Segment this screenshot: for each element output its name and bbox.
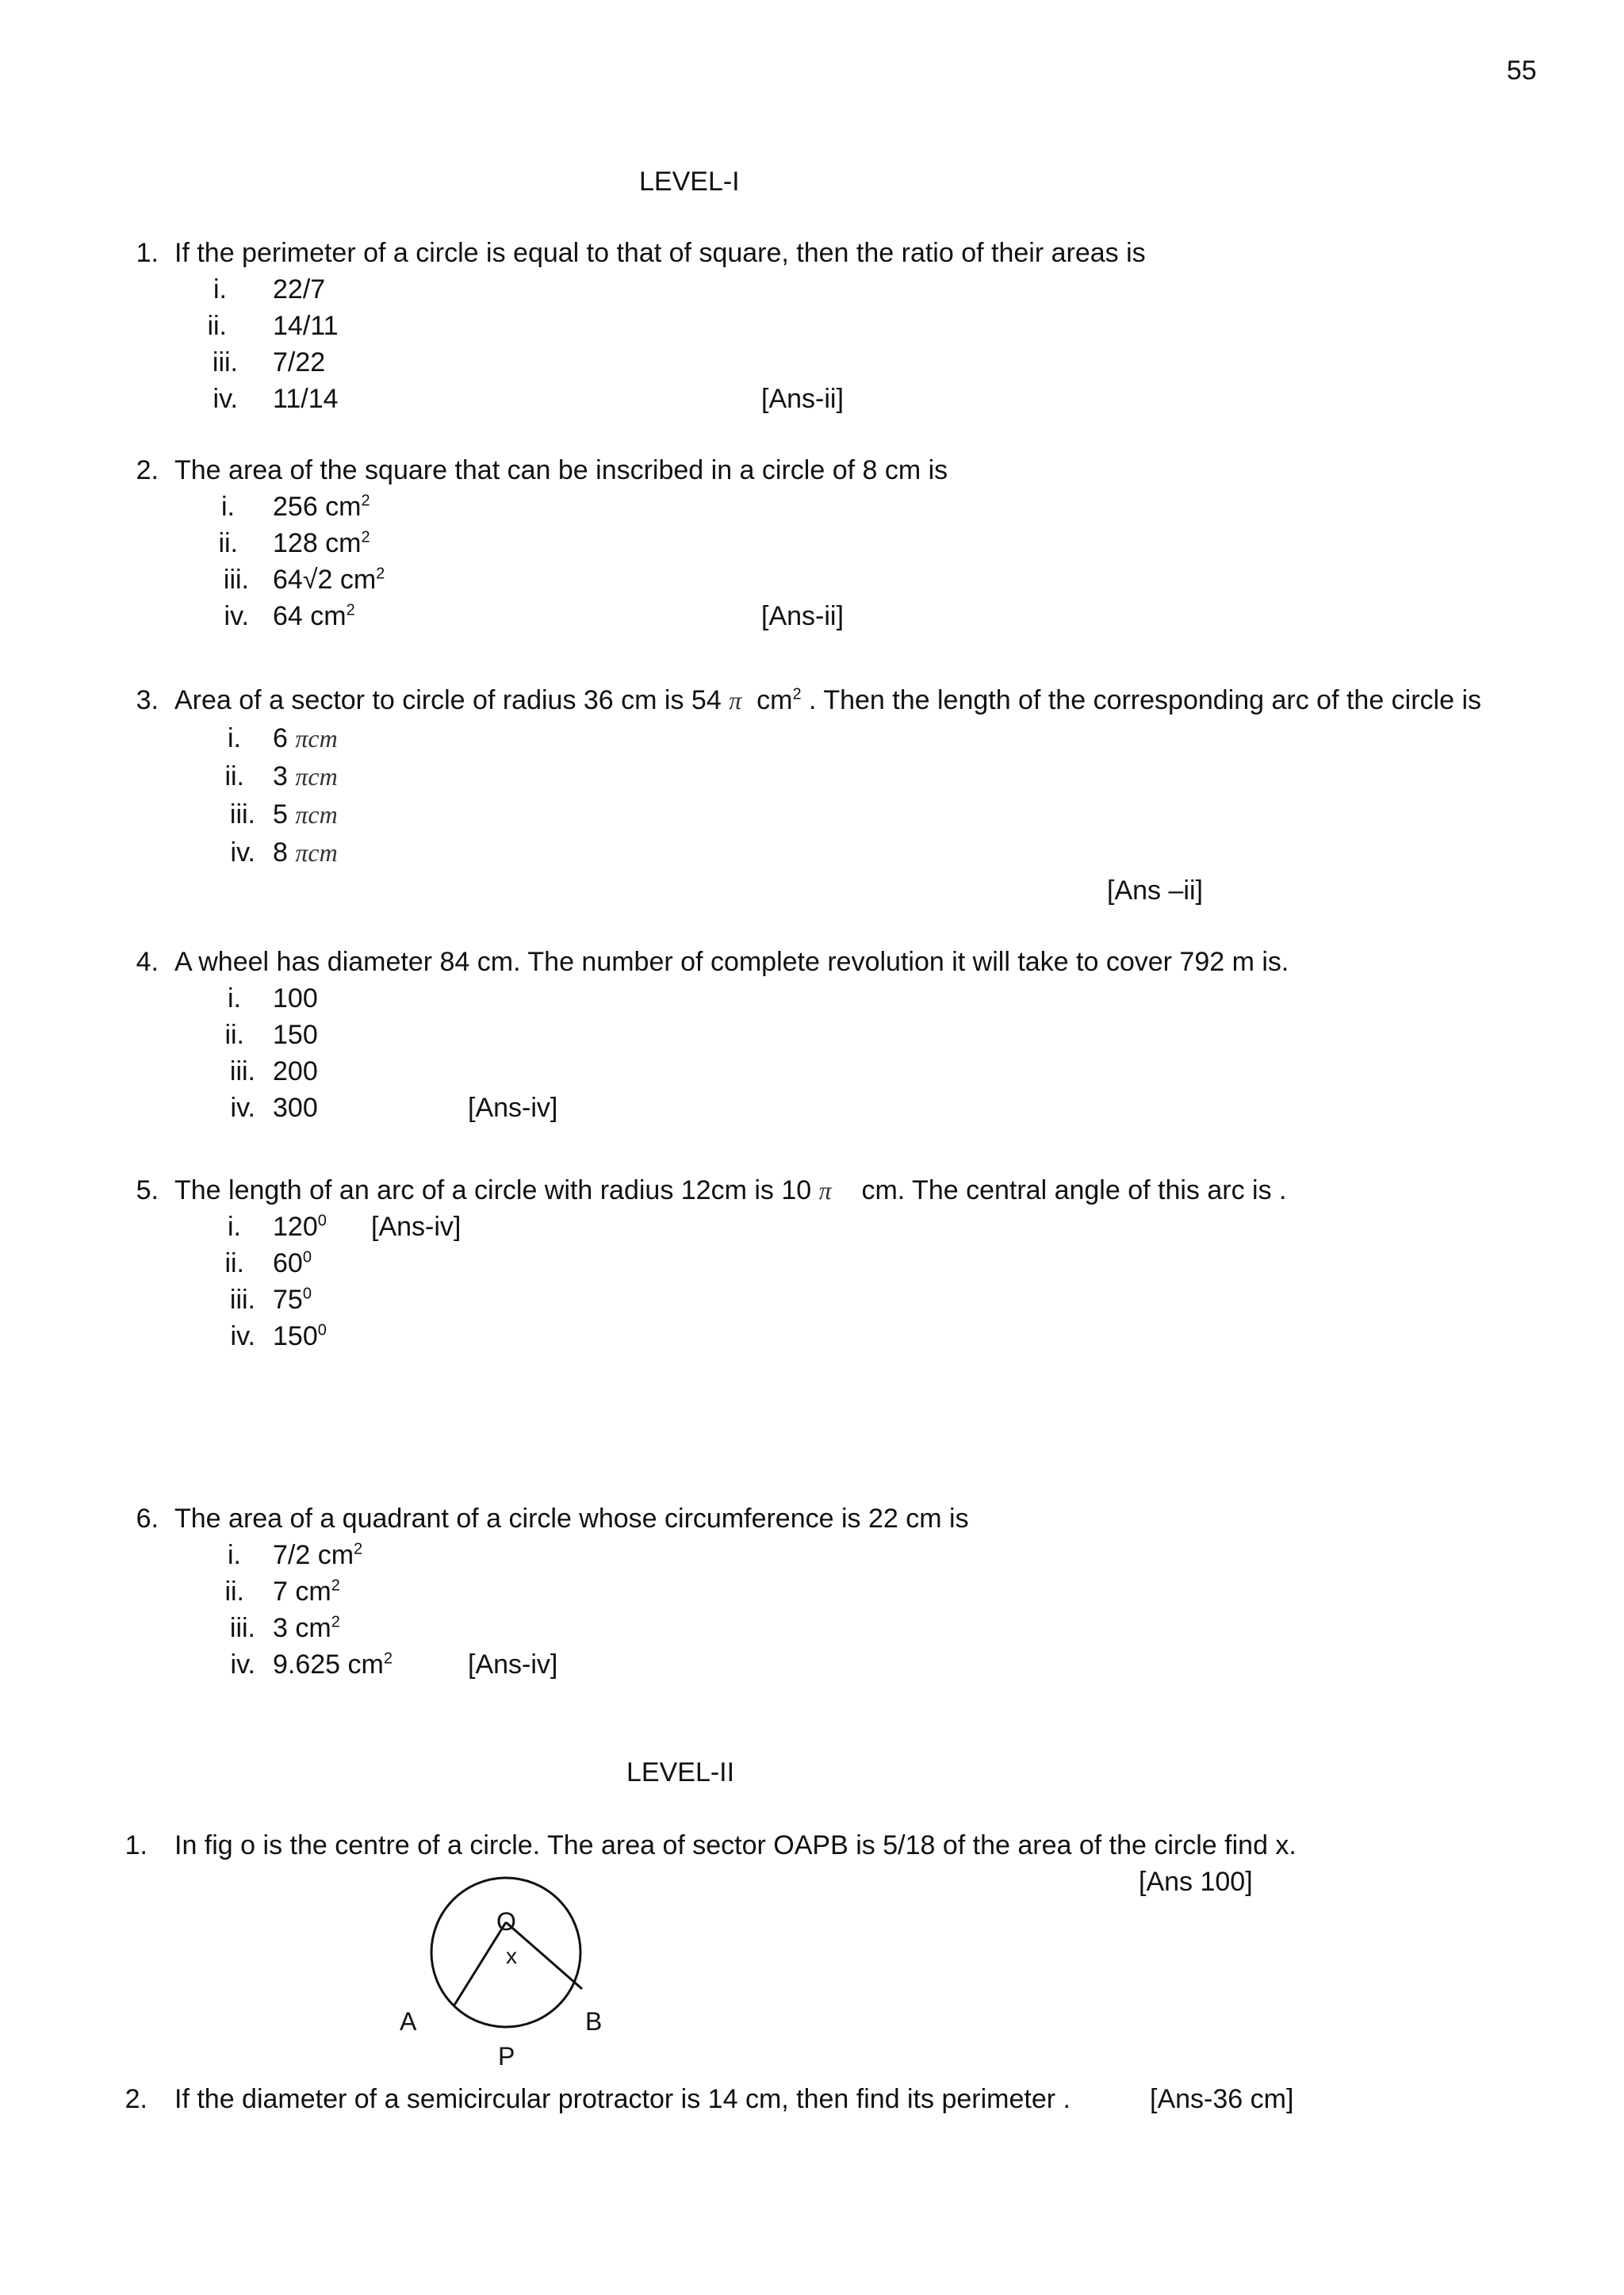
answer: [Ans-36 cm] bbox=[1150, 2084, 1294, 2114]
option-value: $120^0$ bbox=[273, 1212, 327, 1242]
question-text: In fig o is the centre of a circle. The area of sector OAPB is 5/18 of the area of the circle find x. bbox=[174, 1830, 1297, 1860]
option-label: ii. bbox=[207, 311, 227, 341]
option-label: iii. bbox=[229, 799, 255, 829]
option-value: 7 $cm^2$ bbox=[273, 1577, 340, 1607]
circle-sector-figure bbox=[381, 1872, 634, 2078]
option-value: 128 $cm^2$ bbox=[273, 528, 370, 558]
question-number: 1. bbox=[124, 1830, 147, 1860]
question-text: If the diameter of a semicircular protractor is 14 cm, then find its perimeter . bbox=[174, 2084, 1071, 2114]
option-value: 150 bbox=[273, 1020, 318, 1050]
option-value: 9.625 $cm^2$ bbox=[273, 1649, 393, 1680]
answer: [Ans-iv] bbox=[468, 1093, 558, 1123]
question-number: 6. bbox=[136, 1504, 159, 1534]
question-text: A wheel has diameter 84 cm. The number of complete revolution it will take to cover 792 m is. bbox=[174, 947, 1289, 977]
option-value: 64√2 $cm^2$ bbox=[273, 565, 385, 595]
option-label: iv. bbox=[230, 1093, 255, 1123]
answer: [Ans-ii] bbox=[761, 601, 844, 631]
question-number: 2. bbox=[136, 455, 159, 485]
option-value: 3 πcm bbox=[273, 761, 338, 791]
point-b-label: B bbox=[585, 2007, 603, 2036]
answer: [Ans-iv] bbox=[371, 1212, 462, 1242]
option-label: iv. bbox=[224, 601, 249, 631]
point-p-label: P bbox=[498, 2042, 515, 2071]
pi-symbol: π bbox=[729, 686, 742, 715]
pi-symbol: π bbox=[818, 1176, 832, 1205]
answer: [Ans-iv] bbox=[468, 1649, 558, 1680]
option-value: 5 πcm bbox=[273, 799, 338, 829]
question-number: 4. bbox=[136, 947, 159, 977]
option-value: 8 πcm bbox=[273, 837, 338, 868]
question-number: 1. bbox=[136, 238, 159, 268]
option-value: 64 $cm^2$ bbox=[273, 601, 355, 631]
option-value: $75^0$ bbox=[273, 1285, 312, 1315]
question-number: 3. bbox=[136, 685, 159, 715]
option-label: iv. bbox=[230, 837, 255, 868]
option-label: i. bbox=[228, 723, 241, 753]
option-value: 300 bbox=[273, 1093, 318, 1123]
option-label: iii. bbox=[212, 347, 238, 377]
option-label: iii. bbox=[229, 1056, 255, 1086]
option-value: 256 $cm^2$ bbox=[273, 492, 370, 522]
option-value: 22/7 bbox=[273, 274, 326, 305]
question-text: The length of an arc of a circle with radius 12cm is 10 π cm. The central angle of this arc is . bbox=[174, 1175, 1287, 1205]
option-label: iv. bbox=[213, 384, 238, 414]
option-value: 7/22 bbox=[273, 347, 326, 377]
option-label: iv. bbox=[230, 1649, 255, 1680]
option-label: i. bbox=[221, 492, 235, 522]
option-value: 200 bbox=[273, 1056, 318, 1086]
page-number: 55 bbox=[1507, 56, 1537, 86]
option-label: i. bbox=[228, 1540, 241, 1570]
option-label: ii. bbox=[224, 761, 244, 791]
option-value: 7/2 $cm^2$ bbox=[273, 1540, 363, 1570]
angle-x-label: x bbox=[506, 1944, 517, 1968]
answer: [Ans-ii] bbox=[761, 384, 844, 414]
question-number: 2. bbox=[124, 2084, 147, 2114]
option-label: iii. bbox=[229, 1285, 255, 1315]
option-value: 14/11 bbox=[273, 311, 339, 341]
option-label: iii. bbox=[229, 1613, 255, 1643]
question-text: If the perimeter of a circle is equal to that of square, then the ratio of their areas is bbox=[174, 238, 1146, 268]
option-label: i. bbox=[228, 1212, 241, 1242]
option-value: 6 πcm bbox=[273, 723, 338, 753]
option-value: 3 $cm^2$ bbox=[273, 1613, 340, 1643]
question-text: The area of the square that can be inscribed in a circle of 8 cm is bbox=[174, 455, 948, 485]
option-value: $60^0$ bbox=[273, 1248, 312, 1278]
option-label: i. bbox=[228, 983, 241, 1013]
question-text: The area of a quadrant of a circle whose circumference is 22 cm is bbox=[174, 1504, 969, 1534]
level-2-heading: LEVEL-II bbox=[626, 1757, 735, 1787]
option-value: 100 bbox=[273, 983, 318, 1013]
option-label: iv. bbox=[230, 1321, 255, 1351]
option-label: ii. bbox=[224, 1577, 244, 1607]
point-a-label: A bbox=[400, 2007, 417, 2036]
option-value: $150^0$ bbox=[273, 1321, 327, 1351]
radius-ob bbox=[506, 1922, 582, 1989]
level-1-heading: LEVEL-I bbox=[639, 167, 740, 197]
option-label: i. bbox=[213, 274, 227, 305]
option-label: ii. bbox=[224, 1020, 244, 1050]
question-number: 5. bbox=[136, 1175, 159, 1205]
answer: [Ans 100] bbox=[1139, 1867, 1253, 1897]
option-label: iii. bbox=[223, 565, 249, 595]
option-label: ii. bbox=[218, 528, 238, 558]
point-o-label: O bbox=[496, 1907, 516, 1936]
option-value: 11/14 bbox=[273, 384, 339, 414]
answer: [Ans –ii] bbox=[1107, 875, 1203, 906]
option-label: ii. bbox=[224, 1248, 244, 1278]
question-text: Area of a sector to circle of radius 36 cm is 54 π $cm^2$ . Then the length of the corresponding arc of the circle is bbox=[174, 685, 1482, 715]
